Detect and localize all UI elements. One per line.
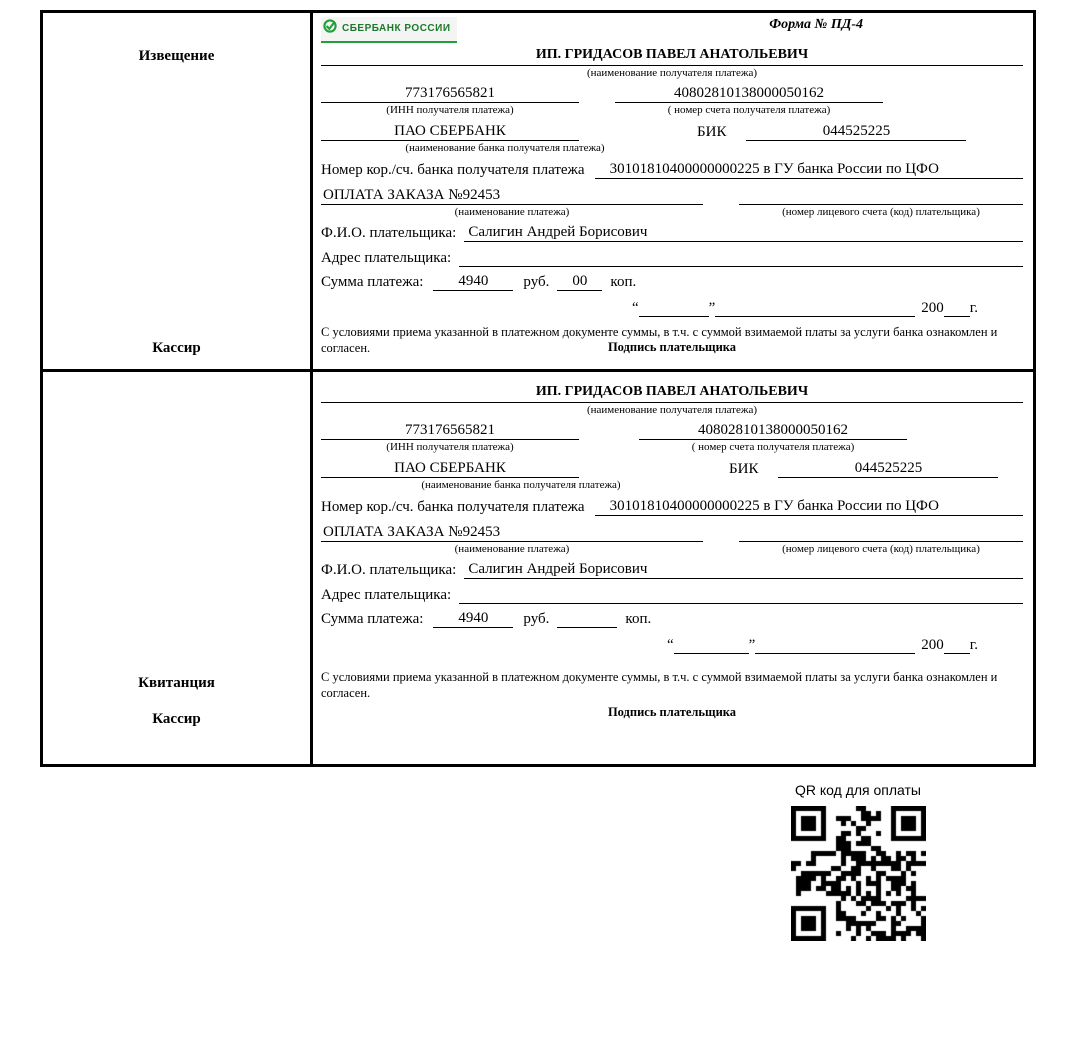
caption-recipient: (наименование получателя платежа) bbox=[586, 404, 758, 416]
agreement-block bbox=[321, 325, 1023, 355]
caption-recipient: (наименование получателя платежа) bbox=[586, 67, 758, 79]
kop-label: коп. bbox=[625, 611, 652, 627]
notice-section bbox=[40, 10, 1036, 372]
date-year-blank bbox=[944, 299, 970, 317]
date-open-quote: “ bbox=[631, 300, 639, 316]
bank-name: ПАО СБЕРБАНК bbox=[321, 460, 579, 478]
purpose-value: ОПЛАТА ЗАКАЗА №92453 bbox=[321, 524, 703, 542]
sum-label: Сумма платежа: bbox=[321, 611, 424, 627]
bik-value: 044525225 bbox=[778, 460, 998, 478]
notice-header bbox=[321, 17, 1023, 47]
caption-bank: (наименование банка получателя платежа) bbox=[421, 479, 621, 491]
address-row bbox=[321, 585, 1023, 604]
sum-rub-value: 4940 bbox=[433, 273, 513, 291]
date-day-blank bbox=[674, 636, 749, 654]
receipt-form bbox=[313, 372, 1033, 764]
sum-rub-value: 4940 bbox=[433, 610, 513, 628]
purpose-value: ОПЛАТА ЗАКАЗА №92453 bbox=[321, 187, 703, 205]
account-value: 40802810138000050162 bbox=[615, 85, 883, 103]
sberbank-logo-text: СБЕРБАНК РОССИИ bbox=[342, 23, 451, 34]
address-value bbox=[459, 248, 1023, 267]
payer-label: Ф.И.О. плательщика: bbox=[321, 225, 457, 241]
payer-code-blank bbox=[739, 187, 1023, 205]
sum-kop-value bbox=[557, 627, 617, 628]
date-row bbox=[321, 299, 1023, 317]
date-day-blank bbox=[639, 299, 709, 317]
receipt-section bbox=[40, 369, 1036, 767]
date-year-prefix: 200 bbox=[921, 300, 944, 316]
corr-account-row bbox=[321, 498, 1023, 516]
cashier-label-notice: Кассир bbox=[152, 340, 201, 356]
caption-inn: (ИНН получателя платежа) bbox=[386, 104, 514, 116]
recipient-name: ИП. ГРИДАСОВ ПАВЕЛ АНАТОЛЬЕВИЧ bbox=[321, 47, 1023, 66]
inn-value: 773176565821 bbox=[321, 85, 579, 103]
qr-block bbox=[788, 782, 928, 941]
caption-purpose: (наименование платежа) bbox=[454, 543, 570, 555]
date-year-prefix: 200 bbox=[921, 637, 944, 653]
sberbank-emblem-icon bbox=[323, 19, 337, 38]
form-number: Форма № ПД-4 bbox=[769, 17, 863, 32]
payer-row bbox=[321, 224, 1023, 242]
sberbank-logo bbox=[321, 17, 457, 43]
caption-purpose: (наименование платежа) bbox=[454, 206, 570, 218]
receipt-left-column bbox=[43, 372, 313, 764]
section-label-notice: Извещение bbox=[138, 48, 215, 64]
date-year-suffix: г. bbox=[969, 637, 978, 653]
address-value bbox=[459, 585, 1023, 604]
purpose-captions bbox=[321, 206, 1023, 218]
agreement-block bbox=[321, 670, 1023, 720]
caption-bank: (наименование банка получателя платежа) bbox=[405, 142, 605, 154]
signature-label: Подпись плательщика bbox=[607, 340, 737, 355]
notice-left-column bbox=[43, 13, 313, 369]
payer-code-blank bbox=[739, 524, 1023, 542]
inn-value: 773176565821 bbox=[321, 422, 579, 440]
sum-row bbox=[321, 610, 1023, 628]
sum-kop-value: 00 bbox=[557, 273, 602, 291]
bank-row bbox=[321, 123, 1023, 154]
purpose-row bbox=[321, 524, 1023, 542]
date-close-quote: ” bbox=[748, 637, 756, 653]
corr-label: Номер кор./сч. банка получателя платежа bbox=[321, 162, 585, 178]
signature-label: Подпись плательщика bbox=[607, 705, 737, 720]
address-label: Адрес плательщика: bbox=[321, 250, 452, 266]
bank-name: ПАО СБЕРБАНК bbox=[321, 123, 579, 141]
address-label: Адрес плательщика: bbox=[321, 587, 452, 603]
caption-account: ( номер счета получателя платежа) bbox=[667, 104, 831, 116]
section-label-receipt: Квитанция bbox=[138, 675, 215, 691]
purpose-captions bbox=[321, 543, 1023, 555]
date-year-blank bbox=[944, 636, 970, 654]
corr-value: 30101810400000000225 в ГУ банка России по ЦФО bbox=[595, 498, 1023, 516]
caption-account: ( номер счета получателя платежа) bbox=[691, 441, 855, 453]
date-month-blank bbox=[755, 636, 915, 654]
date-month-blank bbox=[715, 299, 915, 317]
agreement-text: С условиями приема указанной в платежном документе суммы, в т.ч. с суммой взимаемой платы за услуги банка ознакомлен и согласен. bbox=[321, 325, 998, 355]
cashier-label-receipt: Кассир bbox=[152, 711, 201, 727]
sum-label: Сумма платежа: bbox=[321, 274, 424, 290]
corr-label: Номер кор./сч. банка получателя платежа bbox=[321, 499, 585, 515]
caption-payer-code: (номер лицевого счета (код) плательщика) bbox=[782, 206, 980, 218]
payer-value: Салигин Андрей Борисович bbox=[464, 224, 1023, 242]
payer-label: Ф.И.О. плательщика: bbox=[321, 562, 457, 578]
agreement-text: С условиями приема указанной в платежном документе суммы, в т.ч. с суммой взимаемой платы за услуги банка ознакомлен и согласен. bbox=[321, 670, 998, 700]
bik-label: БИК bbox=[697, 124, 727, 140]
date-row bbox=[321, 636, 1023, 654]
payer-row bbox=[321, 561, 1023, 579]
rub-label: руб. bbox=[523, 611, 550, 627]
date-close-quote: ” bbox=[708, 300, 716, 316]
corr-account-row bbox=[321, 161, 1023, 179]
date-year-suffix: г. bbox=[969, 300, 978, 316]
inn-account-row bbox=[321, 422, 1023, 453]
sum-row bbox=[321, 273, 1023, 291]
qr-code bbox=[791, 806, 926, 941]
caption-payer-code: (номер лицевого счета (код) плательщика) bbox=[782, 543, 980, 555]
corr-value: 30101810400000000225 в ГУ банка России по ЦФО bbox=[595, 161, 1023, 179]
rub-label: руб. bbox=[523, 274, 550, 290]
qr-label: QR код для оплаты bbox=[794, 782, 921, 798]
inn-account-row bbox=[321, 85, 1023, 116]
caption-inn: (ИНН получателя платежа) bbox=[386, 441, 514, 453]
bik-label: БИК bbox=[729, 461, 759, 477]
account-value: 40802810138000050162 bbox=[639, 422, 907, 440]
date-open-quote: “ bbox=[666, 637, 674, 653]
notice-form bbox=[313, 13, 1033, 369]
kop-label: коп. bbox=[610, 274, 637, 290]
bank-row bbox=[321, 460, 1023, 491]
address-row bbox=[321, 248, 1023, 267]
bik-value: 044525225 bbox=[746, 123, 966, 141]
purpose-row bbox=[321, 187, 1023, 205]
payer-value: Салигин Андрей Борисович bbox=[464, 561, 1023, 579]
recipient-name: ИП. ГРИДАСОВ ПАВЕЛ АНАТОЛЬЕВИЧ bbox=[321, 384, 1023, 403]
